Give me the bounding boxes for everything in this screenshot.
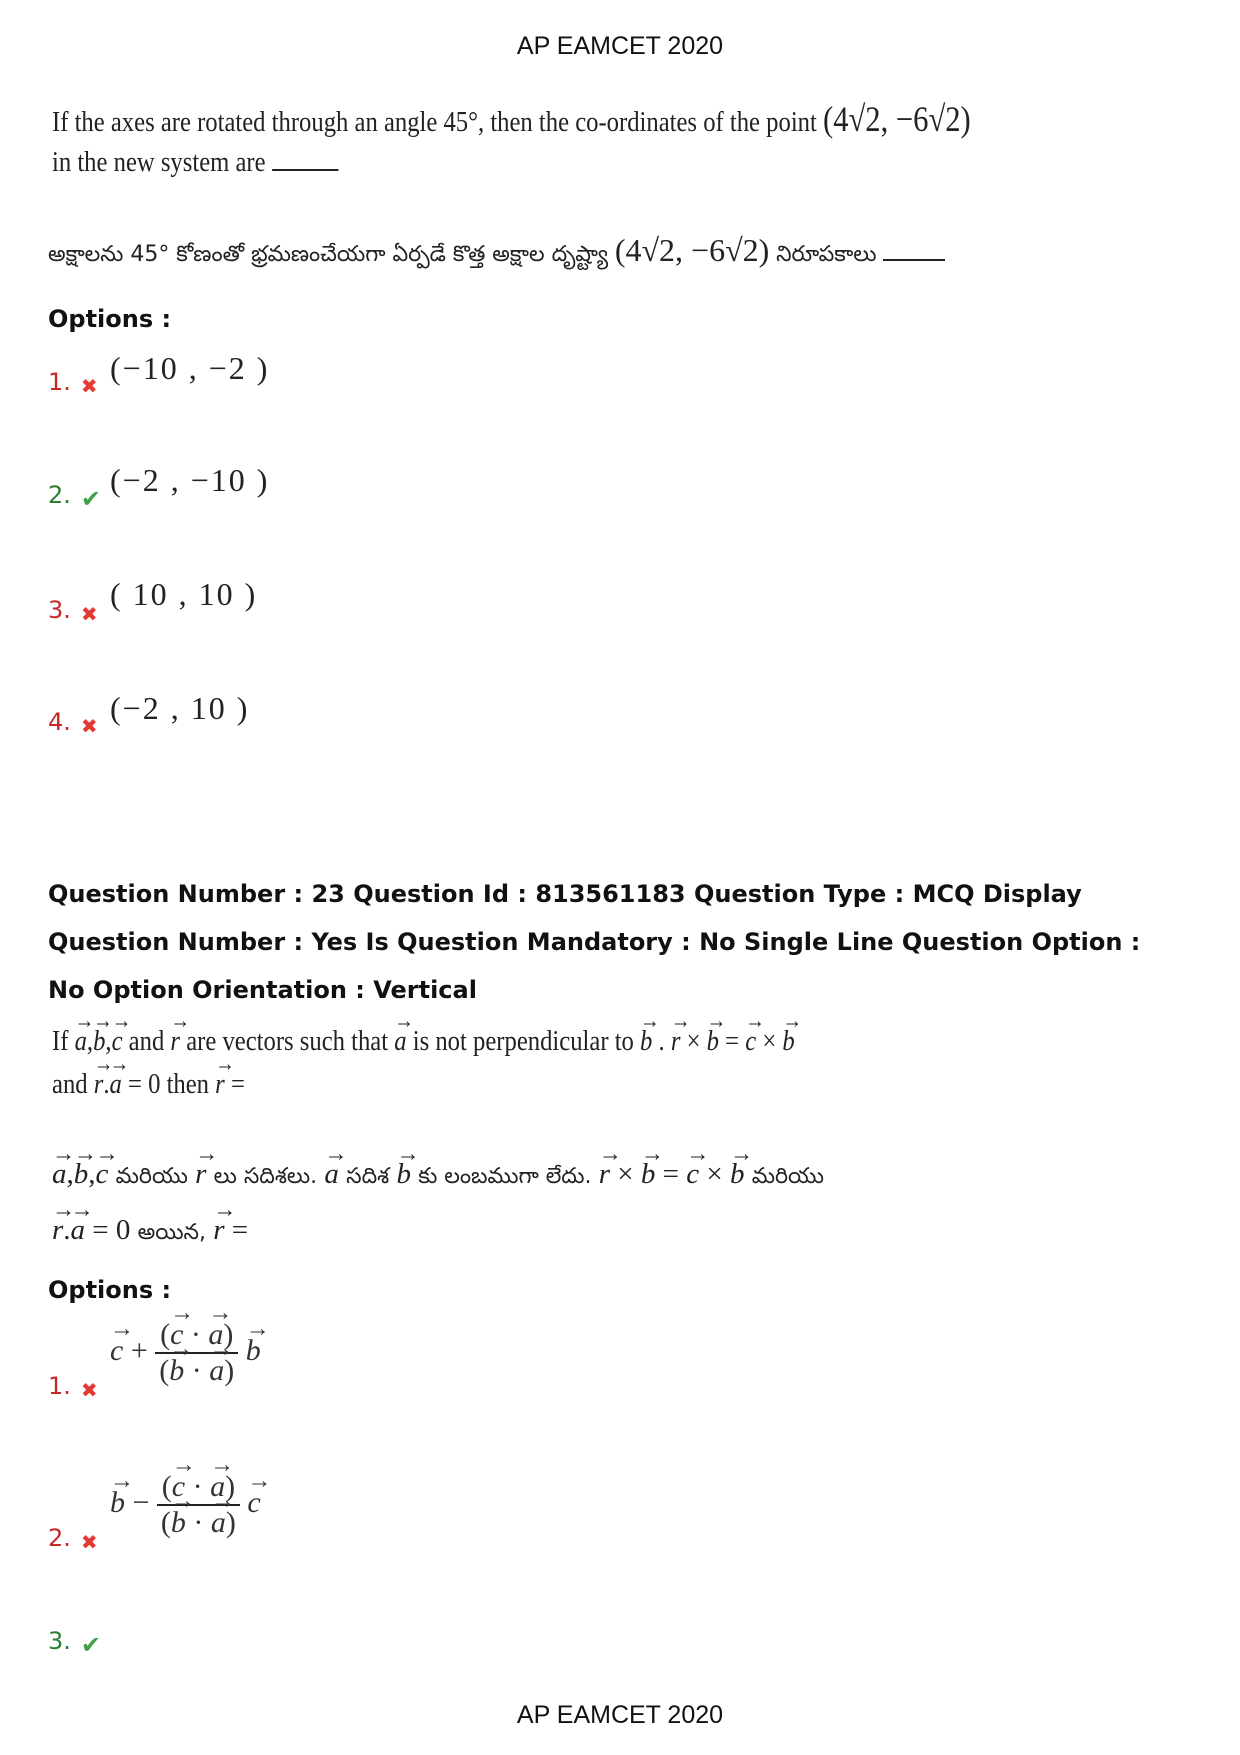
check-icon: ✔ [80,484,102,513]
check-icon: ✔ [80,1630,102,1659]
cross-icon: ✖ [80,1529,98,1554]
q23-te-lu: లు సదిశలు. [213,1164,318,1189]
q22-text-te [48,232,945,272]
q22-option-4[interactable] [48,708,98,738]
q23-text-te-line1: → a,→ b,→ c మరియు → r లు సదిశలు. → a సదిశ → b కు లంబముగా లేదు. → r × → b = → c × → b మరియు [52,1158,824,1194]
answer-blank [272,167,338,171]
q23-word-if: If [52,1025,69,1057]
q22-text-en-line2 [52,146,338,179]
q23-option-2[interactable] [48,1524,98,1554]
q23-text-en-line1: If → a,→ b,→ c and → r are vectors such that → a is not perpendicular to → b . → r × → b = → c × → b [52,1025,795,1058]
q23-word-isnot: is not perpendicular to [412,1025,634,1057]
q23-text-en-line2: and → r.→ a = 0 then → r = [52,1068,245,1101]
q22-te-post: నిరూపకాలు [776,242,877,267]
q22-option-4-value: (−2 , 10 ) [110,690,250,726]
q23-word-mid: are vectors such that [186,1025,389,1057]
q22-option-1[interactable] [48,368,98,398]
cross-icon: ✖ [80,373,98,398]
q22-text-en [52,98,971,140]
q22-option-3-value: ( 10 , 10 ) [110,576,258,612]
cross-icon: ✖ [80,1377,98,1402]
q23-word-then: then [166,1068,210,1100]
q22-en-line2: in the new system are [52,146,266,178]
q22-option-2[interactable] [48,481,101,513]
q23-options-label: Options : [48,1276,172,1304]
q23-meta: Question Number : 23 Question Id : 813561183 Question Type : MCQ Display Question Number : Yes Is Question Mandatory : No Single Line Question Option : No Option Orientation : Vertical [48,880,1141,1004]
q22-te-point: (4√2, −6√2) [614,232,770,268]
cross-symbol: × [762,1025,777,1057]
page-footer: AP EAMCET 2020 [516,1701,724,1729]
option-number: 2. [48,1524,71,1552]
option-number: 2. [48,481,71,509]
q23-te-mariyu: మరియు [751,1164,824,1189]
cross-icon: ✖ [80,601,98,626]
answer-blank-te [883,257,945,261]
option-number: 4. [48,708,71,736]
q22-options-label: Options : [48,305,172,333]
q23-option-3[interactable] [48,1627,101,1659]
option-number: 1. [48,368,71,396]
option-number: 3. [48,596,71,624]
q23-option-1-formula: → c + $\frac{(\to c \cdot \to a)}{(\to b \cdot \to a)}$ → b [110,1318,261,1388]
q22-option-2-value: (−2 , −10 ) [110,462,270,498]
q22-te-pre: అక్షాలను 45° కోణంతో భ్రమణంచేయగా ఏర్పడే కొత్త అక్షాల దృష్ట్యా [48,242,609,267]
q23-option-2-formula: → b − $\frac{(\to c \cdot \to a)}{(\to b \cdot \to a)}$ → c [110,1470,261,1540]
cross-icon: ✖ [80,713,98,738]
q23-te-ayina: అయిన, [137,1220,206,1245]
option-number: 3. [48,1627,71,1655]
q22-option-1-value: (−10 , −2 ) [110,350,270,386]
q23-te-sadisa: సదిశ [346,1164,390,1189]
page-header: AP EAMCET 2020 [516,32,724,60]
q22-option-3[interactable] [48,596,98,626]
q23-word-and2: and [52,1068,88,1100]
q23-word-and: and [128,1025,165,1057]
q22-en-line1: If the axes are rotated through an angle 45°, then the co-ordinates of the point [52,106,824,138]
q23-te-ku: కు లంబముగా లేదు. [418,1164,592,1189]
option-number: 1. [48,1372,71,1400]
q23-te-and: మరియు [115,1164,188,1189]
q22-point: (4√2, −6√2) [823,99,971,139]
cross-symbol: × [686,1025,701,1057]
q23-text-te-line2: → r.→ a = 0 అయిన, → r = [52,1214,248,1250]
q23-option-1[interactable] [48,1372,98,1402]
